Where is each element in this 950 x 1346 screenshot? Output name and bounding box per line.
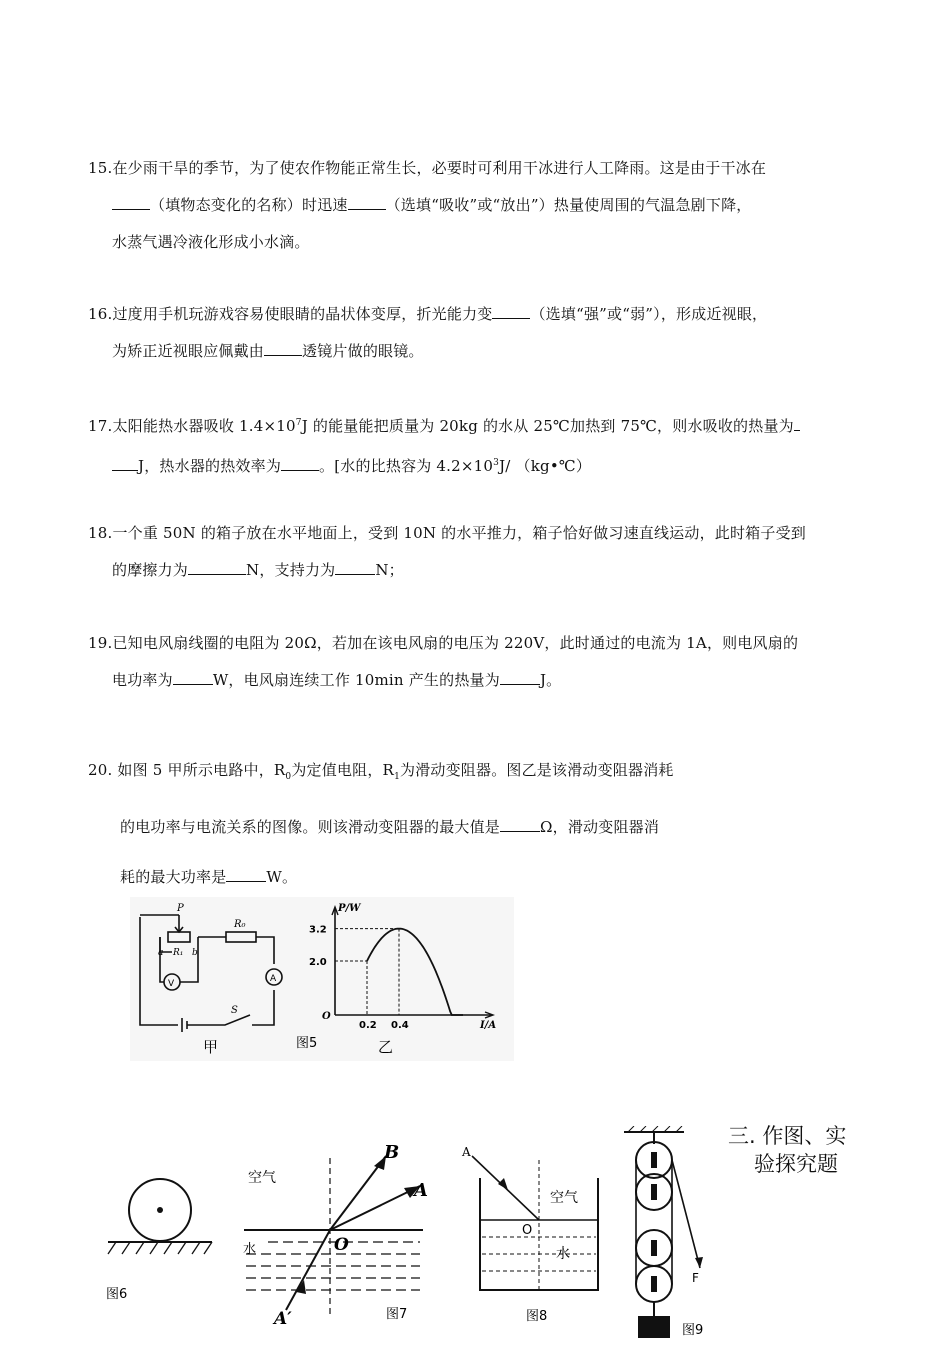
power-curve <box>367 929 463 1015</box>
q16-number: 16. <box>88 305 113 323</box>
figure-5-drawing <box>130 897 514 1061</box>
q16-blank-1[interactable] <box>492 300 530 319</box>
q20-line1a: 如图 5 甲所示电路中，R <box>112 761 286 779</box>
q19-line2a: 电功率为 <box>112 671 173 689</box>
q15-line1: 在少雨干旱的季节，为了使农作物能正常生长，必要时可利用干冰进行人工降雨。这是由于干冰在 <box>112 159 767 177</box>
label-a-meter: A <box>270 974 277 984</box>
q18-blank-2[interactable] <box>335 556 375 575</box>
ball-center <box>157 1207 163 1213</box>
q17-number: 17. <box>88 417 113 435</box>
x-axis-label: I/A <box>480 1020 497 1031</box>
label-s: S <box>231 1005 238 1016</box>
caption-yi: 乙 <box>378 1038 394 1056</box>
q15-number: 15. <box>88 159 113 177</box>
label-b: b <box>192 948 198 958</box>
q15-blank-1[interactable] <box>112 191 150 210</box>
label-p: P <box>177 903 184 914</box>
q16-line1b: （选填“强”或“弱”），形成近视眼， <box>530 305 768 323</box>
q20-line2a: 的电功率与电流关系的图像。则该滑动变阻器的最大值是 <box>120 818 501 836</box>
label-b: B <box>384 1142 400 1163</box>
q20-sub-0: 0 <box>285 772 292 782</box>
figure-9-label: 图9 <box>682 1323 704 1338</box>
label-v: V <box>168 979 175 989</box>
resistor-r1 <box>168 932 190 942</box>
label-a: a <box>158 948 164 958</box>
figure-7 <box>238 1138 433 1330</box>
q15-line2b: （选填“吸收”或“放出”）热量使周围的气温急剧下降， <box>385 196 752 214</box>
label-a: A <box>414 1180 428 1201</box>
q17-line1a: 太阳能热水器吸收 1.4×10 <box>112 417 296 435</box>
figure-5-label: 图5 <box>296 1036 318 1051</box>
q20-number: 20. <box>88 761 113 779</box>
y-tick-label-0: 2.0 <box>309 957 327 968</box>
q20-line1c: 为滑动变阻器。图乙是该滑动变阻器消耗 <box>400 761 674 779</box>
q15-line3: 水蒸气遇冷液化形成小水滴。 <box>112 233 310 251</box>
q19-number: 19. <box>88 634 113 652</box>
q17-line2b: 。[水的比热容为 4.2×10 <box>319 457 494 475</box>
q16-line1a: 过度用手机玩游戏容易使眼睛的晶状体变厚，折光能力变 <box>112 305 493 323</box>
figure-5 <box>130 897 514 1061</box>
q17-exponent-2: 3 <box>493 458 500 468</box>
figure-8 <box>458 1140 606 1326</box>
resistor-r0 <box>226 932 256 942</box>
q15-line2a: （填物态变化的名称）时迅速 <box>150 196 348 214</box>
q16-line2b: 透镜片做的眼镜。 <box>302 342 424 360</box>
figure-6 <box>100 1170 220 1310</box>
weight-block <box>638 1316 670 1338</box>
section-heading <box>728 1122 846 1178</box>
q17-blank-2[interactable] <box>281 452 319 471</box>
circuit-diagram <box>140 915 282 1032</box>
figure-7-drawing <box>238 1138 433 1330</box>
x-tick-label-0: 0.2 <box>359 1020 377 1031</box>
figure-9 <box>618 1126 718 1342</box>
ground-hatch <box>108 1242 212 1254</box>
q16-line2a: 为矫正近视眼应佩戴由 <box>112 342 265 360</box>
q20-line2b: Ω，滑动变阻器消 <box>540 818 660 836</box>
label-water: 水 <box>556 1246 570 1262</box>
question-20 <box>88 745 888 902</box>
question-16 <box>88 296 888 370</box>
label-air: 空气 <box>550 1190 578 1206</box>
x-tick-label-1: 0.4 <box>391 1020 409 1031</box>
q18-line2c: N； <box>375 561 404 579</box>
question-15 <box>88 150 888 261</box>
q16-blank-2[interactable] <box>264 337 302 356</box>
figure-6-label: 图6 <box>106 1287 128 1302</box>
q20-blank-1[interactable] <box>500 813 540 832</box>
q20-blank-2[interactable] <box>226 863 266 882</box>
figure-8-drawing <box>458 1140 606 1326</box>
label-o: O <box>522 1223 533 1238</box>
q18-line2b: N，支持力为 <box>246 561 336 579</box>
q18-blank-1[interactable] <box>188 556 246 575</box>
figure-7-label: 图7 <box>386 1307 408 1322</box>
q20-sub-1: 1 <box>394 772 400 782</box>
section-heading-line2: 验探究题 <box>754 1152 838 1176</box>
q17-line2a: J，热水器的热效率为 <box>138 457 282 475</box>
label-air: 空气 <box>248 1170 276 1186</box>
q15-blank-2[interactable] <box>348 191 386 210</box>
y-axis-label: P/W <box>338 903 361 914</box>
label-a: A <box>462 1145 471 1159</box>
q18-line1: 一个重 50N 的箱子放在水平地面上，受到 10N 的水平推力，箱子恰好做习速直线运动，此时箱子受到 <box>112 524 806 542</box>
figure-9-drawing <box>618 1126 718 1342</box>
q17-line1b: J 的能量能把质量为 20kg 的水从 25℃加热到 75℃，则水吸收的热量为 <box>301 417 794 435</box>
label-f: F <box>692 1271 699 1285</box>
q20-line3b: W。 <box>266 868 298 886</box>
q18-number: 18. <box>88 524 113 542</box>
q19-line2b: W，电风扇连续工作 10min 产生的热量为 <box>212 671 500 689</box>
ropes <box>636 1160 700 1284</box>
incident-arrow <box>498 1178 508 1190</box>
question-19 <box>88 625 888 699</box>
q18-line2a: 的摩擦力为 <box>112 561 189 579</box>
label-r1: R₁ <box>173 948 184 958</box>
water-hatch <box>246 1242 420 1290</box>
q20-line1b: 为定值电阻，R <box>291 761 395 779</box>
q17-exponent-1: 7 <box>295 418 302 428</box>
q19-blank-1[interactable] <box>173 666 213 685</box>
question-17 <box>88 405 888 485</box>
figure-8-label: 图8 <box>526 1309 548 1324</box>
label-a-prime: A′ <box>274 1309 292 1329</box>
caption-jia: 甲 <box>203 1038 219 1056</box>
q17-line2c: J/ （kg•℃） <box>499 457 592 475</box>
label-o: O <box>334 1235 349 1255</box>
y-tick-label-1: 3.2 <box>309 924 327 936</box>
question-18 <box>88 515 888 589</box>
figure-6-drawing <box>100 1170 220 1310</box>
origin-label: O <box>322 1011 331 1022</box>
q20-line3a: 耗的最大功率是 <box>120 868 227 886</box>
q17-blank-1b[interactable] <box>112 452 138 471</box>
q19-blank-2[interactable] <box>500 666 540 685</box>
q19-line1: 已知电风扇线圈的电阻为 20Ω，若加在该电风扇的电压为 220V，此时通过的电流为 1A，则电风扇的 <box>112 634 799 652</box>
section-heading-line1: 三. 作图、实 <box>728 1124 847 1148</box>
pi-graph <box>309 903 496 1031</box>
label-water: 水 <box>243 1242 257 1257</box>
q19-line2c: J。 <box>539 671 562 689</box>
q17-blank-1a[interactable] <box>794 412 800 431</box>
label-r0: R₀ <box>234 919 246 930</box>
ray-a <box>330 1186 420 1230</box>
